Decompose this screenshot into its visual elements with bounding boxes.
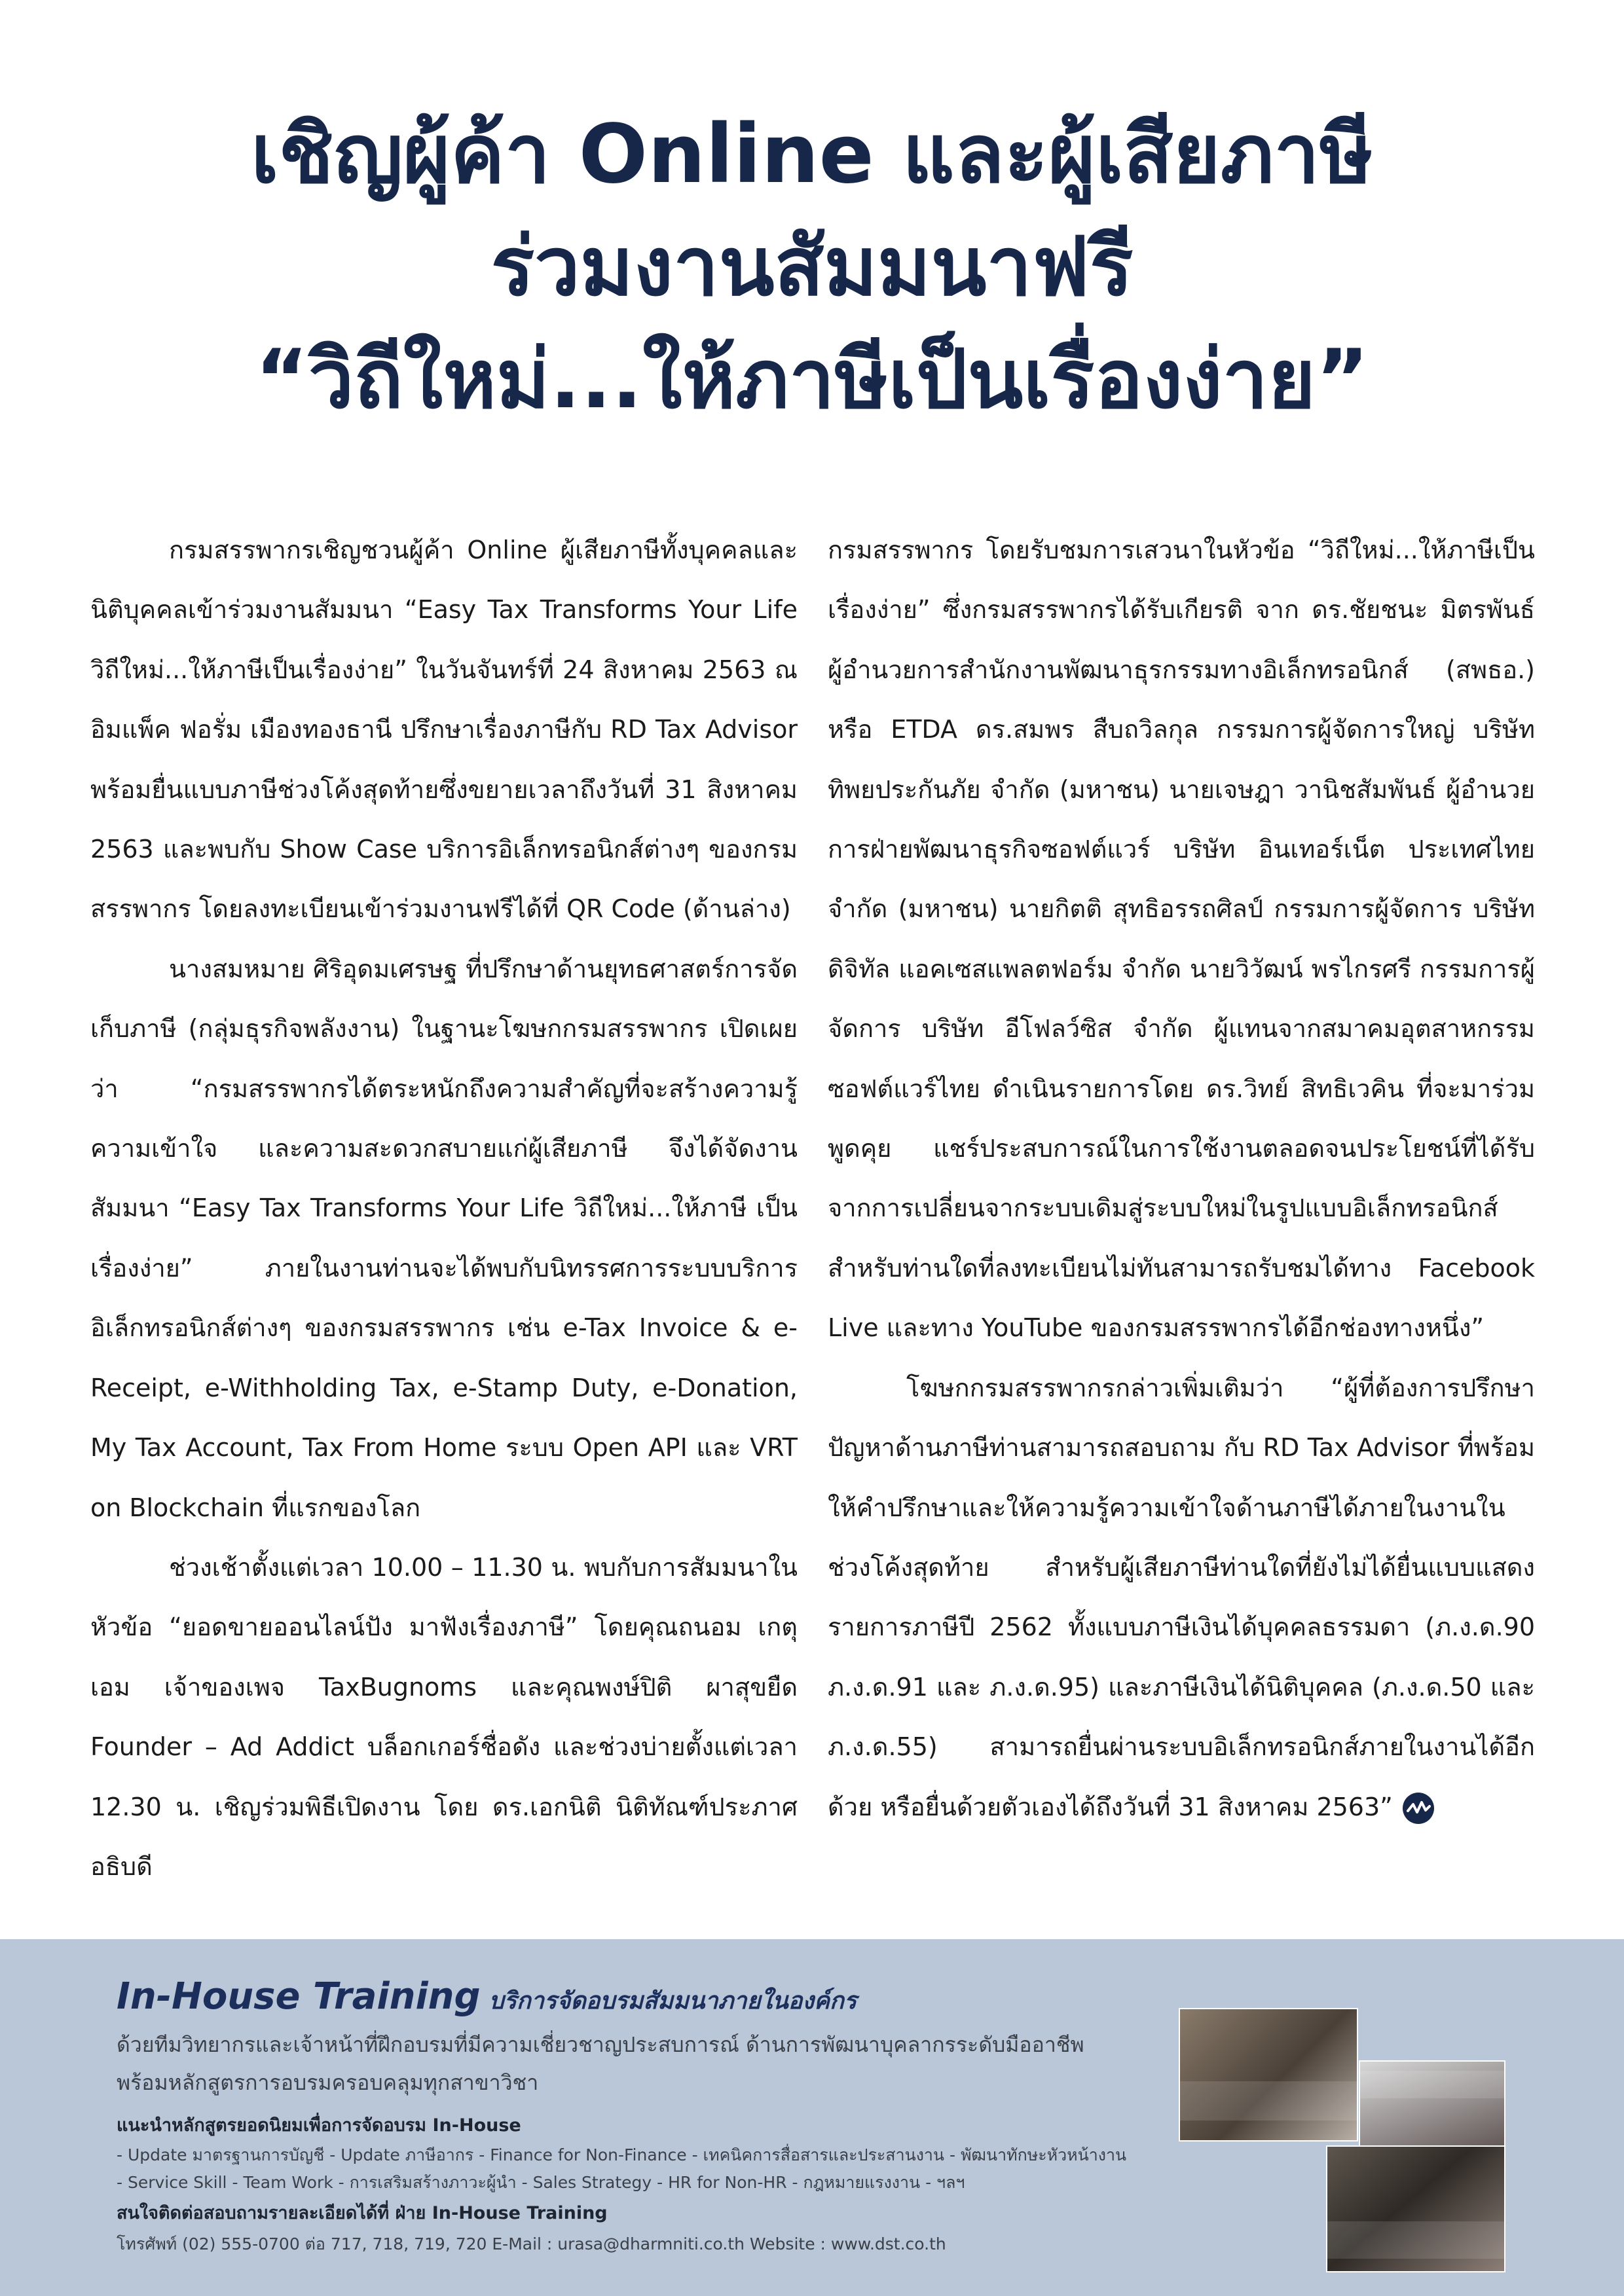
article-column-right xyxy=(828,520,1535,1837)
training-photo xyxy=(1326,2145,1505,2272)
banner-contact-details: โทรศัพท์ (02) 555-0700 ต่อ 717, 718, 719, 720 E-Mail : urasa@dharmniti.co.th Website : www.dst.co.th xyxy=(117,2234,946,2253)
article-paragraph-3-continued: กรมสรรพากร โดยรับชมการเสวนาในหัวข้อ “วิถีใหม่...ให้ภาษีเป็นเรื่องง่าย” ซึ่งกรมสรรพากรได้รับเกียรติ จาก ดร.ชัยชนะ มิตรพันธ์ ผู้อำนวยการสำนักงานพัฒนาธุรกรรมทางอิเล็กทรอนิกส์ (สพธอ.) หรือ ETDA ดร.สมพร สืบถวิลกุล กรรมการผู้จัดการใหญ่ บริษัท ทิพยประกันภัย จำกัด (มหาชน) นายเจษฎา วานิชสัมพันธ์ ผู้อำนวยการฝ่ายพัฒนาธุรกิจซอฟต์แวร์ บริษัท อินเทอร์เน็ต ประเทศไทย จำกัด (มหาชน) นายกิตติ สุทธิอรรถศิลป์ กรรมการผู้จัดการ บริษัท ดิจิทัล แอคเซสแพลตฟอร์ม จำกัด นายวิวัฒน์ พรไกรศรี กรรมการผู้จัดการ บริษัท อีโฟลว์ซิส จำกัด ผู้แทนจากสมาคมอุตสาหกรรมซอฟต์แวร์ไทย ดำเนินรายการโดย ดร.วิทย์ สิทธิเวคิน ที่จะมาร่วมพูดคุย แชร์ประสบการณ์ในการใช้งานตลอดจนประโยชน์ที่ได้รับจากการเปลี่ยนจากระบบเดิมสู่ระบบใหม่ในรูปแบบอิเล็กทรอนิกส์ สำหรับท่านใดที่ลงทะเบียนไม่ทันสามารถรับชมได้ทาง Facebook Live และทาง YouTube ของกรมสรรพากรได้อีกช่องทางหนึ่ง” xyxy=(828,536,1535,1343)
banner-courses-line-2: - Service Skill - Team Work - การเสริมสร้างภาวะผู้นำ - Sales Strategy - HR for Non-HR - กฎหมายแรงงาน - ฯลฯ xyxy=(117,2173,965,2192)
headline xyxy=(0,98,1624,436)
article-column-left xyxy=(90,520,798,1897)
headline-line-3: “วิถีใหม่...ให้ภาษีเป็นเรื่องง่าย” xyxy=(255,333,1369,427)
training-photos xyxy=(1179,2008,1519,2270)
banner-courses-line-1: - Update มาตรฐานการบัญชี - Update ภาษีอากร - Finance for Non-Finance - เทคนิคการสื่อสารและประสานงาน - พัฒนาทักษะหัวหน้างาน xyxy=(117,2145,1127,2164)
article-paragraph-1: กรมสรรพากรเชิญชวนผู้ค้า Online ผู้เสียภาษีทั้งบุคคลและนิติบุคคลเข้าร่วมงานสัมมนา “Easy Tax Transforms Your Life วิถีใหม่...ให้ภาษีเป็นเรื่องง่าย” ในวันจันทร์ที่ 24 สิงหาคม 2563 ณ อิมแพ็ค ฟอรั่ม เมืองทองธานี ปรึกษาเรื่องภาษีกับ RD Tax Advisor พร้อมยื่นแบบภาษีช่วงโค้งสุดท้ายซึ่งขยายเวลาถึงวันที่ 31 สิงหาคม 2563 และพบกับ Show Case บริการอิเล็กทรอนิกส์ต่างๆ ของกรมสรรพากร โดยลงทะเบียนเข้าร่วมงานฟรีได้ที่ QR Code (ด้านล่าง) xyxy=(90,536,798,924)
banner-recommend-heading: แนะนำหลักสูตรยอดนิยมเพื่อการจัดอบรม In-House xyxy=(117,2115,521,2136)
training-photo xyxy=(1179,2008,1358,2141)
article-paragraph-4-text: โฆษกกรมสรรพากรกล่าวเพิ่มเติมว่า “ผู้ที่ต้องการปรึกษาปัญหาด้านภาษีท่านสามารถสอบถาม กับ RD Tax Advisor ที่พร้อมให้คำปรึกษาและให้ความรู้ความเข้าใจด้านภาษีได้ภายในงานในช่วงโค้งสุดท้าย สำหรับผู้เสียภาษีท่านใดที่ยังไม่ได้ยื่นแบบแสดงรายการภาษีปี 2562 ทั้งแบบภาษีเงินได้บุคคลธรรมดา (ภ.ง.ด.90 ภ.ง.ด.91 และ ภ.ง.ด.95) และภาษีเงินได้นิติบุคคล (ภ.ง.ด.50 และ ภ.ง.ด.55) สามารถยื่นผ่านระบบอิเล็กทรอนิกส์ภายในงานได้อีกด้วย หรือยื่นด้วยตัวเองได้ถึงวันที่ 31 สิงหาคม 2563” xyxy=(828,1373,1535,1821)
banner-description-2: พร้อมหลักสูตรการอบรมครอบคลุมทุกสาขาวิชา xyxy=(117,2070,539,2095)
training-photo xyxy=(1359,2060,1505,2155)
headline-line-2: ร่วมงานสัมมนาฟรี xyxy=(490,220,1134,314)
in-house-training-banner xyxy=(0,1939,1624,2296)
article-paragraph-2: นางสมหมาย ศิริอุดมเศรษฐ ที่ปรึกษาด้านยุทธศาสตร์การจัดเก็บภาษี (กลุ่มธุรกิจพลังงาน) ในฐานะโฆษกกรมสรรพากร เปิดเผยว่า “กรมสรรพากรได้ตระหนักถึงความสำคัญที่จะสร้างความรู้ ความเข้าใจ และความสะดวกสบายแก่ผู้เสียภาษี จึงได้จัดงานสัมมนา “Easy Tax Transforms Your Life วิถีใหม่...ให้ภาษี เป็นเรื่องง่าย” ภายในงานท่านจะได้พบกับนิทรรศการระบบบริการอิเล็กทรอนิกส์ต่างๆ ของกรมสรรพากร เช่น e-Tax Invoice & e-Receipt, e-Withholding Tax, e-Stamp Duty, e-Donation, My Tax Account, Tax From Home ระบบ Open API และ VRT on Blockchain ที่แรกของโลก xyxy=(90,954,798,1522)
banner-title xyxy=(117,1975,857,2019)
headline-line-1: เชิญผู้ค้า Online และผู้เสียภาษี xyxy=(251,107,1373,202)
banner-title-sub: บริการจัดอบรมสัมมนาภายในองค์กร xyxy=(489,1988,857,2014)
end-of-article-mark-icon xyxy=(1402,1792,1435,1825)
banner-title-main: In-House Training xyxy=(117,1975,481,2018)
banner-contact-heading: สนใจติดต่อสอบถามรายละเอียดได้ที่ ฝ่าย In-House Training xyxy=(117,2203,608,2223)
article-paragraph-3: ช่วงเช้าตั้งแต่เวลา 10.00 – 11.30 น. พบกับการสัมมนาในหัวข้อ “ยอดขายออนไลน์ปัง มาฟังเรื่องภาษี” โดยคุณถนอม เกตุเอม เจ้าของเพจ TaxBugnoms และคุณพงษ์ปิติ ผาสุขยืด Founder – Ad Addict บล็อกเกอร์ชื่อดัง และช่วงบ่ายตั้งแต่เวลา 12.30 น. เชิญร่วมพิธีเปิดงาน โดย ดร.เอกนิติ นิติทัณฑ์ประภาศ อธิบดี xyxy=(90,1552,798,1881)
banner-description-1: ด้วยทีมวิทยากรและเจ้าหน้าที่ฝึกอบรมที่มีความเชี่ยวชาญประสบการณ์ ด้านการพัฒนาบุคลากรระดับมืออาชีพ xyxy=(117,2032,1084,2057)
article-paragraph-4 xyxy=(828,1358,1535,1837)
